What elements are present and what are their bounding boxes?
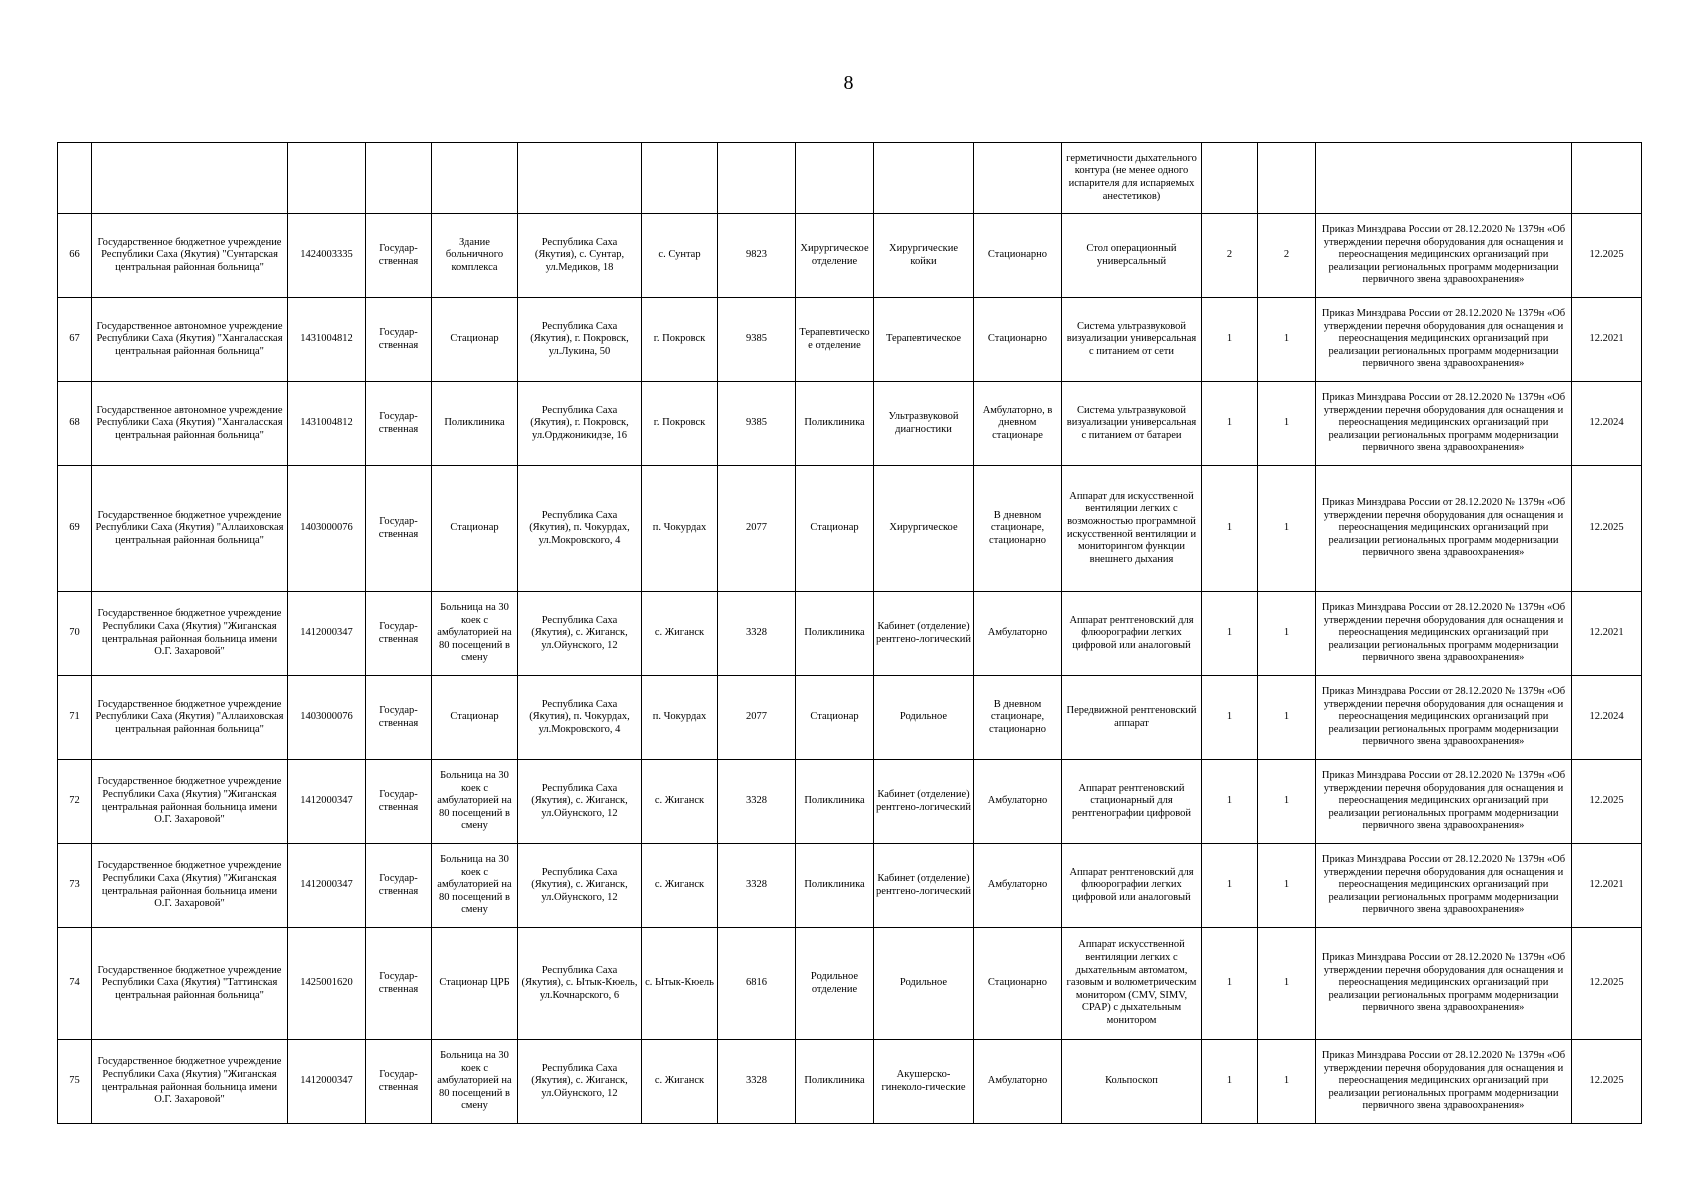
cell-inn: 1425001620 xyxy=(288,928,366,1040)
cell-condition: Амбулаторно xyxy=(974,760,1062,844)
cell-inn: 1403000076 xyxy=(288,676,366,760)
cell-building: Стационар ЦРБ xyxy=(432,928,518,1040)
cell-profile: Кабинет (отделение) рентгено-логический xyxy=(874,592,974,676)
cell-condition: В дневном стационаре, стационарно xyxy=(974,466,1062,592)
cell-population: 3328 xyxy=(718,592,796,676)
cell-basis: Приказ Минздрава России от 28.12.2020 № 1379н «Об утверждении перечня оборудования для оснащения и переоснащения медицинских организаций при реализации региональных программ модернизации первичного звена здравоохранения» xyxy=(1316,760,1572,844)
cell-inn: 1431004812 xyxy=(288,382,366,466)
cell-condition: Стационарно xyxy=(974,214,1062,298)
cell-no: 67 xyxy=(58,298,92,382)
cell-org: Государственное бюджетное учреждение Республики Саха (Якутия) "Жиганская центральная районная больница имени О.Г. Захаровой" xyxy=(92,844,288,928)
cell-unit: Поликлиника xyxy=(796,382,874,466)
table-row-continuation xyxy=(58,143,1642,214)
table-row xyxy=(58,382,1642,466)
cell-profile: Ультразвуковой диагностики xyxy=(874,382,974,466)
cell-no: 66 xyxy=(58,214,92,298)
cell-date: 12.2025 xyxy=(1572,760,1642,844)
cell-qty2: 1 xyxy=(1258,1040,1316,1124)
cell-locality: г. Покровск xyxy=(642,298,718,382)
cell-address: Республика Саха (Якутия), с. Ытык-Кюель, ул.Кочнарского, 6 xyxy=(518,928,642,1040)
cell-org: Государственное бюджетное учреждение Республики Саха (Якутия) "Аллаиховская центральная районная больница" xyxy=(92,466,288,592)
table-row xyxy=(58,844,1642,928)
cell-equipment: Аппарат искусственной вентиляции легких с дыхательным автоматом, газовым и волюметрическим монитором (CMV, SIMV, CPAP) с дыхательным монитором xyxy=(1062,928,1202,1040)
cell-qty1: 2 xyxy=(1202,214,1258,298)
table-row xyxy=(58,1040,1642,1124)
cell-date: 12.2025 xyxy=(1572,214,1642,298)
cell-population: 3328 xyxy=(718,1040,796,1124)
cell-basis: Приказ Минздрава России от 28.12.2020 № 1379н «Об утверждении перечня оборудования для оснащения и переоснащения медицинских организаций при реализации региональных программ модернизации первичного звена здравоохранения» xyxy=(1316,466,1572,592)
cell-org: Государственное бюджетное учреждение Республики Саха (Якутия) "Сунтарская центральная районная больница" xyxy=(92,214,288,298)
cell-condition: Амбулаторно, в дневном стационаре xyxy=(974,382,1062,466)
cell-qty2: 1 xyxy=(1258,592,1316,676)
cell-profile: Терапевтическое xyxy=(874,298,974,382)
cell-condition: Амбулаторно xyxy=(974,592,1062,676)
cell-no: 73 xyxy=(58,844,92,928)
cell-population: 2077 xyxy=(718,676,796,760)
cell-equipment: Аппарат для искусственной вентиляции легких с возможностью программной искусственной вентиляции и мониторингом функции внешнего дыхания xyxy=(1062,466,1202,592)
cell-qty1: 1 xyxy=(1202,466,1258,592)
cell-no: 75 xyxy=(58,1040,92,1124)
cell-population: 9385 xyxy=(718,298,796,382)
cell-locality: с. Жиганск xyxy=(642,760,718,844)
cell-date: 12.2025 xyxy=(1572,928,1642,1040)
continuation-equipment-cell: герметичности дыхательного контура (не менее одного испарителя для испаряемых анестетиков) xyxy=(1062,143,1202,214)
cell-address: Республика Саха (Якутия), с. Жиганск, ул.Ойунского, 12 xyxy=(518,760,642,844)
cell-form: Государ-ственная xyxy=(366,760,432,844)
cell-condition: Стационарно xyxy=(974,298,1062,382)
cell-unit: Поликлиника xyxy=(796,1040,874,1124)
cell-form: Государ-ственная xyxy=(366,844,432,928)
cell-inn: 1403000076 xyxy=(288,466,366,592)
cell-no: 68 xyxy=(58,382,92,466)
cell-population: 2077 xyxy=(718,466,796,592)
cell-basis: Приказ Минздрава России от 28.12.2020 № 1379н «Об утверждении перечня оборудования для оснащения и переоснащения медицинских организаций при реализации региональных программ модернизации первичного звена здравоохранения» xyxy=(1316,928,1572,1040)
cell-equipment: Кольпоскоп xyxy=(1062,1040,1202,1124)
cell-qty1: 1 xyxy=(1202,760,1258,844)
cell-date: 12.2021 xyxy=(1572,844,1642,928)
cell-population: 9385 xyxy=(718,382,796,466)
table-row xyxy=(58,928,1642,1040)
cell-basis: Приказ Минздрава России от 28.12.2020 № 1379н «Об утверждении перечня оборудования для оснащения и переоснащения медицинских организаций при реализации региональных программ модернизации первичного звена здравоохранения» xyxy=(1316,1040,1572,1124)
cell-form: Государ-ственная xyxy=(366,214,432,298)
cell-basis: Приказ Минздрава России от 28.12.2020 № 1379н «Об утверждении перечня оборудования для оснащения и переоснащения медицинских организаций при реализации региональных программ модернизации первичного звена здравоохранения» xyxy=(1316,592,1572,676)
cell-unit: Поликлиника xyxy=(796,592,874,676)
cell-locality: с. Жиганск xyxy=(642,844,718,928)
cell-org: Государственное бюджетное учреждение Республики Саха (Якутия) "Жиганская центральная районная больница имени О.Г. Захаровой" xyxy=(92,760,288,844)
cell-building: Больница на 30 коек с амбулаторией на 80 посещений в смену xyxy=(432,844,518,928)
cell-no: 74 xyxy=(58,928,92,1040)
cell-inn: 1431004812 xyxy=(288,298,366,382)
page-number: 8 xyxy=(843,72,854,94)
cell-basis: Приказ Минздрава России от 28.12.2020 № 1379н «Об утверждении перечня оборудования для оснащения и переоснащения медицинских организаций при реализации региональных программ модернизации первичного звена здравоохранения» xyxy=(1316,298,1572,382)
cell-address: Республика Саха (Якутия), п. Чокурдах, ул.Мокровского, 4 xyxy=(518,676,642,760)
cell-unit: Поликлиника xyxy=(796,760,874,844)
cell-population: 3328 xyxy=(718,844,796,928)
cell-building: Стационар xyxy=(432,466,518,592)
cell-locality: с. Сунтар xyxy=(642,214,718,298)
cell-unit: Поликлиника xyxy=(796,844,874,928)
cell-profile: Акушерско-гинеколо-гические xyxy=(874,1040,974,1124)
cell-basis: Приказ Минздрава России от 28.12.2020 № 1379н «Об утверждении перечня оборудования для оснащения и переоснащения медицинских организаций при реализации региональных программ модернизации первичного звена здравоохранения» xyxy=(1316,844,1572,928)
cell-building: Здание больничного комплекса xyxy=(432,214,518,298)
cell-qty2: 1 xyxy=(1258,466,1316,592)
cell-org: Государственное автономное учреждение Республики Саха (Якутия) "Хангаласская центральная районная больница" xyxy=(92,298,288,382)
cell-date: 12.2024 xyxy=(1572,676,1642,760)
cell-building: Больница на 30 коек с амбулаторией на 80 посещений в смену xyxy=(432,760,518,844)
cell-address: Республика Саха (Якутия), с. Сунтар, ул.Медиков, 18 xyxy=(518,214,642,298)
cell-building: Больница на 30 коек с амбулаторией на 80 посещений в смену xyxy=(432,592,518,676)
cell-address: Республика Саха (Якутия), г. Покровск, ул.Орджоникидзе, 16 xyxy=(518,382,642,466)
cell-date: 12.2021 xyxy=(1572,592,1642,676)
cell-profile: Родильное xyxy=(874,676,974,760)
cell-qty2: 1 xyxy=(1258,760,1316,844)
cell-form: Государ-ственная xyxy=(366,928,432,1040)
cell-locality: п. Чокурдах xyxy=(642,676,718,760)
cell-condition: В дневном стационаре, стационарно xyxy=(974,676,1062,760)
cell-form: Государ-ственная xyxy=(366,466,432,592)
cell-qty1: 1 xyxy=(1202,382,1258,466)
cell-inn: 1424003335 xyxy=(288,214,366,298)
cell-form: Государ-ственная xyxy=(366,592,432,676)
cell-condition: Амбулаторно xyxy=(974,1040,1062,1124)
cell-address: Республика Саха (Якутия), п. Чокурдах, ул.Мокровского, 4 xyxy=(518,466,642,592)
cell-condition: Амбулаторно xyxy=(974,844,1062,928)
cell-inn: 1412000347 xyxy=(288,1040,366,1124)
cell-locality: с. Жиганск xyxy=(642,1040,718,1124)
cell-equipment: Стол операционный универсальный xyxy=(1062,214,1202,298)
cell-qty1: 1 xyxy=(1202,928,1258,1040)
cell-qty1: 1 xyxy=(1202,1040,1258,1124)
cell-population: 9823 xyxy=(718,214,796,298)
cell-inn: 1412000347 xyxy=(288,760,366,844)
cell-equipment: Система ультразвуковой визуализации универсальная с питанием от сети xyxy=(1062,298,1202,382)
cell-address: Республика Саха (Якутия), с. Жиганск, ул.Ойунского, 12 xyxy=(518,844,642,928)
cell-no: 70 xyxy=(58,592,92,676)
cell-address: Республика Саха (Якутия), с. Жиганск, ул.Ойунского, 12 xyxy=(518,592,642,676)
cell-org: Государственное бюджетное учреждение Республики Саха (Якутия) "Жиганская центральная районная больница имени О.Г. Захаровой" xyxy=(92,592,288,676)
cell-unit: Хирургическое отделение xyxy=(796,214,874,298)
cell-profile: Хирургические койки xyxy=(874,214,974,298)
cell-locality: г. Покровск xyxy=(642,382,718,466)
cell-date: 12.2024 xyxy=(1572,382,1642,466)
cell-no: 71 xyxy=(58,676,92,760)
table-row xyxy=(58,760,1642,844)
cell-org: Государственное автономное учреждение Республики Саха (Якутия) "Хангаласская центральная районная больница" xyxy=(92,382,288,466)
table-row xyxy=(58,592,1642,676)
cell-inn: 1412000347 xyxy=(288,592,366,676)
cell-address: Республика Саха (Якутия), г. Покровск, ул.Лукина, 50 xyxy=(518,298,642,382)
cell-locality: с. Жиганск xyxy=(642,592,718,676)
cell-qty1: 1 xyxy=(1202,844,1258,928)
equipment-table xyxy=(57,142,1642,1124)
cell-no: 69 xyxy=(58,466,92,592)
cell-profile: Кабинет (отделение) рентгено-логический xyxy=(874,844,974,928)
cell-form: Государ-ственная xyxy=(366,298,432,382)
cell-form: Государ-ственная xyxy=(366,382,432,466)
table-row xyxy=(58,466,1642,592)
cell-population: 6816 xyxy=(718,928,796,1040)
cell-qty2: 1 xyxy=(1258,382,1316,466)
cell-date: 12.2025 xyxy=(1572,1040,1642,1124)
cell-unit: Стационар xyxy=(796,466,874,592)
cell-population: 3328 xyxy=(718,760,796,844)
cell-building: Стационар xyxy=(432,298,518,382)
cell-form: Государ-ственная xyxy=(366,676,432,760)
cell-building: Стационар xyxy=(432,676,518,760)
cell-profile: Хирургическое xyxy=(874,466,974,592)
cell-qty2: 1 xyxy=(1258,928,1316,1040)
cell-equipment: Система ультразвуковой визуализации универсальная с питанием от батареи xyxy=(1062,382,1202,466)
cell-equipment: Передвижной рентгеновский аппарат xyxy=(1062,676,1202,760)
cell-inn: 1412000347 xyxy=(288,844,366,928)
cell-org: Государственное бюджетное учреждение Республики Саха (Якутия) "Таттинская центральная районная больница" xyxy=(92,928,288,1040)
cell-unit: Терапевтическое отделение xyxy=(796,298,874,382)
cell-address: Республика Саха (Якутия), с. Жиганск, ул.Ойунского, 12 xyxy=(518,1040,642,1124)
cell-qty2: 1 xyxy=(1258,676,1316,760)
table-row xyxy=(58,214,1642,298)
cell-equipment: Аппарат рентгеновский стационарный для рентгенографии цифровой xyxy=(1062,760,1202,844)
cell-org: Государственное бюджетное учреждение Республики Саха (Якутия) "Жиганская центральная районная больница имени О.Г. Захаровой" xyxy=(92,1040,288,1124)
cell-equipment: Аппарат рентгеновский для флюорографии легких цифровой или аналоговый xyxy=(1062,844,1202,928)
table-row xyxy=(58,676,1642,760)
cell-locality: с. Ытык-Кюель xyxy=(642,928,718,1040)
cell-date: 12.2021 xyxy=(1572,298,1642,382)
cell-qty1: 1 xyxy=(1202,298,1258,382)
cell-qty2: 1 xyxy=(1258,844,1316,928)
cell-profile: Родильное xyxy=(874,928,974,1040)
cell-org: Государственное бюджетное учреждение Республики Саха (Якутия) "Аллаиховская центральная районная больница" xyxy=(92,676,288,760)
cell-equipment: Аппарат рентгеновский для флюорографии легких цифровой или аналоговый xyxy=(1062,592,1202,676)
cell-no: 72 xyxy=(58,760,92,844)
cell-qty1: 1 xyxy=(1202,676,1258,760)
cell-profile: Кабинет (отделение) рентгено-логический xyxy=(874,760,974,844)
cell-building: Больница на 30 коек с амбулаторией на 80 посещений в смену xyxy=(432,1040,518,1124)
cell-qty2: 1 xyxy=(1258,298,1316,382)
cell-form: Государ-ственная xyxy=(366,1040,432,1124)
cell-basis: Приказ Минздрава России от 28.12.2020 № 1379н «Об утверждении перечня оборудования для оснащения и переоснащения медицинских организаций при реализации региональных программ модернизации первичного звена здравоохранения» xyxy=(1316,676,1572,760)
cell-unit: Родильное отделение xyxy=(796,928,874,1040)
cell-condition: Стационарно xyxy=(974,928,1062,1040)
cell-locality: п. Чокурдах xyxy=(642,466,718,592)
cell-qty1: 1 xyxy=(1202,592,1258,676)
cell-basis: Приказ Минздрава России от 28.12.2020 № 1379н «Об утверждении перечня оборудования для оснащения и переоснащения медицинских организаций при реализации региональных программ модернизации первичного звена здравоохранения» xyxy=(1316,382,1572,466)
cell-qty2: 2 xyxy=(1258,214,1316,298)
cell-building: Поликлиника xyxy=(432,382,518,466)
cell-basis: Приказ Минздрава России от 28.12.2020 № 1379н «Об утверждении перечня оборудования для оснащения и переоснащения медицинских организаций при реализации региональных программ модернизации первичного звена здравоохранения» xyxy=(1316,214,1572,298)
table-row xyxy=(58,298,1642,382)
cell-unit: Стационар xyxy=(796,676,874,760)
cell-date: 12.2025 xyxy=(1572,466,1642,592)
